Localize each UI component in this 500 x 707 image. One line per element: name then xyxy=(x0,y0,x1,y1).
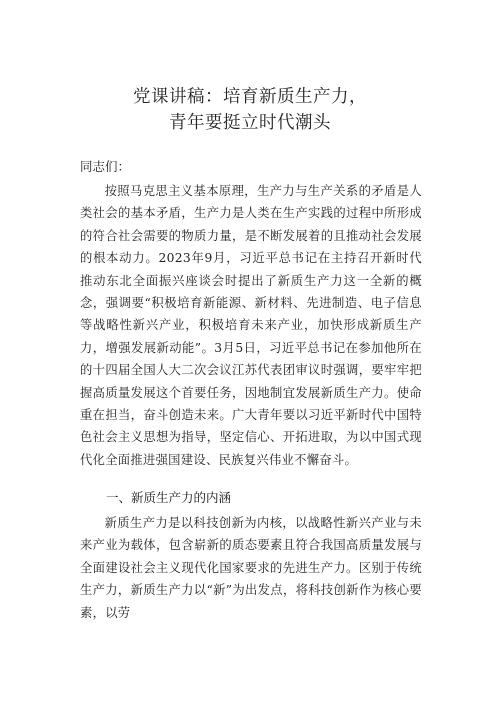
body-paragraph-1: 按照马克思主义基本原理，生产力与生产关系的矛盾是人类社会的基本矛盾，生产力是人类在生产实践的过程中所形成的符合社会需要的物质力量，是不断发展着的且推动社会发展的根本动力。2023年9月，习近平总书记在主持召开新时代推动东北全面振兴座谈会时提出了新质生产力这一全新的概念，强调要“积极培育新能源、新材料、先进制造、电子信息等战略性新兴产业，积极培育未来产业，加快形成新质生产力，增强发展新动能”。3月5日，习近平总书记在参加他所在的十四届全国人大二次会议江苏代表团审议时强调，要牢牢把握高质量发展这个首要任务，因地制宜发展新质生产力。使命重在担当，奋斗创造未来。广大青年要以习近平新时代中国特色社会主义思想为指导，坚定信心、开拓进取，为以中国式现代化全面推进强国建设、民族复兴伟业不懈奋斗。 xyxy=(80,184,422,467)
salutation: 同志们： xyxy=(80,159,131,174)
title-line-1: 党课讲稿：培育新质生产力， xyxy=(133,87,367,107)
document-title xyxy=(0,84,500,136)
title-line-2: 青年要挺立时代潮头 xyxy=(169,113,331,133)
body-paragraph-2: 新质生产力是以科技创新为内核，以战略性新兴产业与未来产业为载体，包含崭新的质态要素且符合我国高质量发展与全面建设社会主义现代化国家要求的先进生产力。区别于传统生产力，新质生产力以“新”为出发点，将科技创新作为核心要素，以劳 xyxy=(80,516,422,620)
section-heading: 一、新质生产力的内涵 xyxy=(106,490,232,505)
